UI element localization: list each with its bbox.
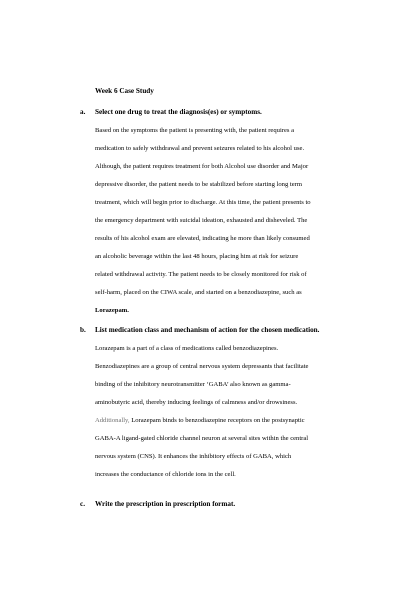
section-a-drug-name: Lorazepam.: [95, 307, 129, 314]
section-a-line: results of his alcohol exam are elevated, indicating he more than likely consumed: [95, 235, 310, 242]
section-b-line: aminobutyric acid, thereby inducing feelings of calmness and/or drowsiness.: [95, 399, 298, 406]
section-b-line-additionally: [95, 416, 357, 434]
section-b-line: Lorazepam is a part of a class of medications called benzodiazepines.: [95, 345, 279, 352]
section-c-heading: Write the prescription in prescription format.: [95, 500, 236, 508]
section-a-line: treatment, which will begin prior to discharge. At this time, the patient presents to: [95, 199, 311, 206]
section-b-additionally-word: Additionally,: [95, 417, 132, 424]
section-b-line: Benzodiazepines are a group of central nervous system depressants that facilitate: [95, 363, 309, 370]
section-a-heading: Select one drug to treat the diagnosis(es) or symptoms.: [95, 108, 262, 116]
section-b-line: nervous system (CNS). It enhances the inhibitory effects of GABA, which: [95, 453, 292, 460]
section-a-line: depressive disorder, the patient needs to be stabilized before starting long term: [95, 181, 303, 188]
section-b-letter: b.: [80, 326, 86, 334]
document-title: Week 6 Case Study: [95, 87, 154, 95]
section-b-line: GABA-A ligand-gated chloride channel neuron at several sites within the central: [95, 435, 309, 442]
section-a-line: the emergency department with suicidal ideation, exhausted and disheveled. The: [95, 217, 308, 224]
section-a-line: Although, the patient requires treatment for both Alcohol use disorder and Major: [95, 163, 309, 170]
section-b-heading: List medication class and mechanism of action for the chosen medication.: [95, 326, 320, 334]
section-a-line: medication to safely withdrawal and prevent seizures related to his alcohol use.: [95, 145, 305, 152]
section-a-line: Based on the symptoms the patient is presenting with, the patient requires a: [95, 127, 295, 134]
section-a-letter: a.: [80, 108, 86, 116]
section-b-line: binding of the inhibitory neurotransmitter ‘GABA’ also known as gamma-: [95, 381, 291, 388]
section-b-line: increases the conductance of chloride ions in the cell.: [95, 471, 236, 478]
section-c-letter: c.: [80, 500, 85, 508]
section-a-line: an alcoholic beverage within the last 48 hours, placing him at risk for seizure: [95, 253, 299, 260]
section-a-line: self-harm, placed on the CIWA scale, and started on a benzodiazepine, such as: [95, 289, 302, 296]
section-a-body: [95, 126, 357, 324]
section-b-body: [95, 344, 357, 488]
section-b-line-rest: Lorazepam binds to benzodiazepine receptors on the postsynaptic: [131, 417, 305, 424]
section-a-line: related withdrawal activity. The patient needs to be closely monitored for risk of: [95, 271, 307, 278]
